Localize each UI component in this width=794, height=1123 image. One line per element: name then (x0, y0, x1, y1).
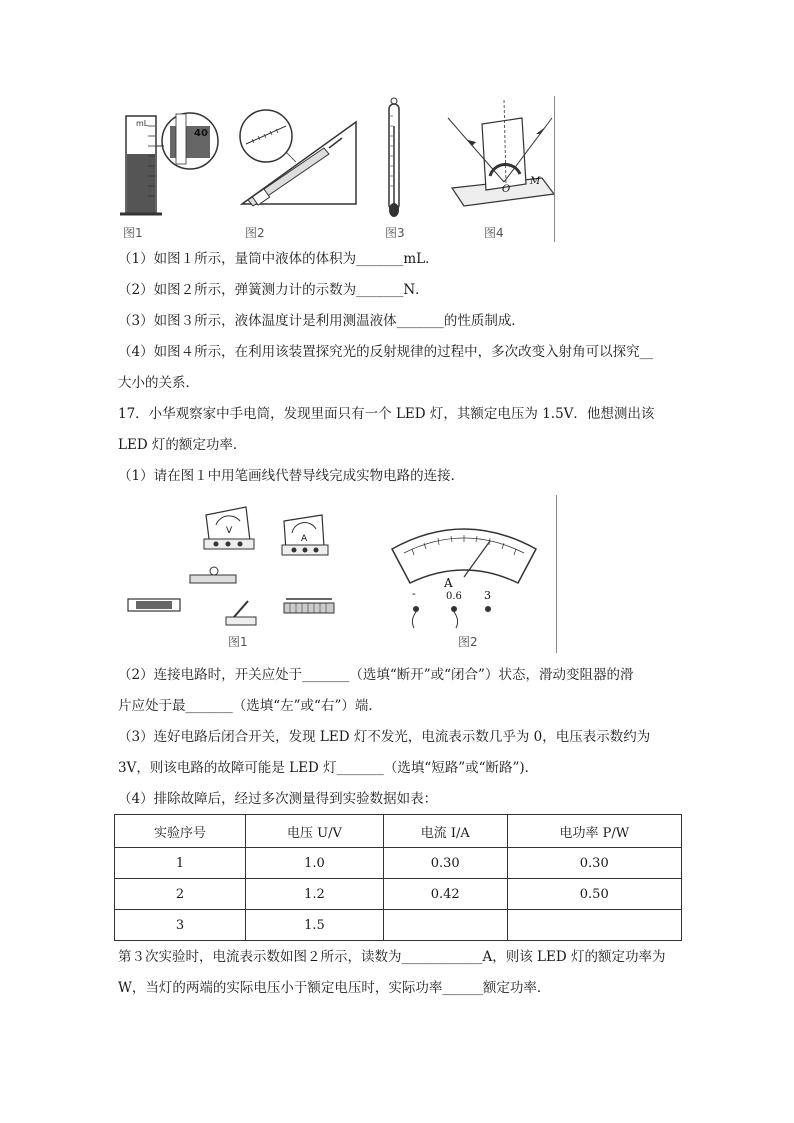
q17-part4: （4）排除故障后，经过多次测量得到实验数据如表： (118, 791, 438, 807)
table-header-cell: 电压 U/V (245, 815, 383, 848)
table-cell (383, 910, 507, 941)
ammeter-dial-figure (384, 517, 544, 632)
terminal-3-label: 3 (484, 589, 491, 602)
q16-item-1: （1）如图１所示，量筒中液体的体积为_______mL． (118, 251, 439, 267)
reflection-label-m: M (530, 176, 541, 187)
table-cell: 0.42 (383, 879, 507, 910)
q17-tail-line1: 第３次实验时，电流表示数如图２所示，读数为____________A，则该 LED 灯的额定功率为 (118, 949, 666, 965)
table-cell: 0.30 (507, 848, 681, 879)
voltmeter-label: V (226, 526, 233, 536)
fig4-caption: 图4 (484, 226, 504, 240)
table-row (115, 848, 682, 879)
divider-line (556, 495, 557, 653)
q17-part1: （1）请在图１中用笔画线代替导线完成实物电路的连接． (118, 468, 465, 484)
table-cell: 2 (115, 879, 246, 910)
fig4-reflection-setup (444, 96, 564, 221)
divider-line (554, 96, 555, 242)
table-header-row (115, 815, 682, 848)
table-cell: 1.5 (245, 910, 383, 941)
table-row (115, 879, 682, 910)
q16-item-2: （2）如图２所示，弹簧测力计的示数为_______N． (118, 282, 429, 298)
q16-item-3: （3）如图３所示，液体温度计是利用测温液体_______的性质制成． (118, 313, 525, 329)
cylinder-unit-label: mL (136, 119, 149, 128)
cylinder-reading-label: 40 (194, 128, 208, 139)
ammeter-label: A (301, 534, 308, 544)
table-cell: 3 (115, 910, 246, 941)
table-cell: 1.0 (245, 848, 383, 879)
fig2-spring-scale (234, 104, 364, 224)
q17-intro-1: 17．小华观察家中手电筒，发现里面只有一个 LED 灯，其额定电压为 1.5V．他想测出该 (118, 406, 655, 422)
reflection-label-o: O (502, 184, 511, 195)
dial-unit-label: A (444, 576, 453, 590)
fig1-caption: 图1 (123, 226, 143, 240)
circuit-fig2-caption: 图2 (458, 635, 478, 649)
fig2-caption: 图2 (245, 226, 265, 240)
fig3-caption: 图3 (385, 226, 405, 240)
terminal-minus-label: - (412, 587, 416, 600)
q17-intro-2: LED 灯的额定功率． (118, 437, 247, 453)
figure-row-circuit (114, 495, 574, 653)
fig1-graduated-cylinder (114, 96, 224, 221)
q17-part2-line1: （2）连接电路时，开关应处于_______（选填“断开”或“闭合”）状态，滑动变阻器的滑 (118, 667, 634, 683)
figure-row-top (114, 96, 574, 242)
table-header-cell: 电功率 P/W (507, 815, 681, 848)
data-table (114, 814, 682, 941)
q17-tail-line2: W，当灯的两端的实际电压小于额定电压时，实际功率______额定功率． (118, 980, 551, 996)
table-cell: 1.2 (245, 879, 383, 910)
terminal-06-label: 0.6 (446, 591, 462, 602)
circuit-fig1-caption: 图1 (228, 635, 248, 649)
table-header-cell: 实验序号 (115, 815, 246, 848)
circuit-components-figure (124, 495, 354, 630)
table-cell (507, 910, 681, 941)
fig3-thermometer (382, 96, 406, 221)
table-cell: 0.50 (507, 879, 681, 910)
q16-item-4-cont: 大小的关系． (118, 375, 199, 391)
q17-part2-line2: 片应处于最_______（选填“左”或“右”）端． (118, 698, 382, 714)
table-header-cell: 电流 I/A (383, 815, 507, 848)
table-row (115, 910, 682, 941)
q17-part3-line1: （3）连好电路后闭合开关，发现 LED 灯不发光，电流表示数几乎为 0，电压表示数约为 (118, 729, 651, 745)
table-cell: 0.30 (383, 848, 507, 879)
q17-part3-line2: 3V，则该电路的故障可能是 LED 灯_______（选填“短路”或“断路”)． (118, 760, 539, 776)
q16-item-4: （4）如图４所示，在利用该装置探究光的反射规律的过程中，多次改变入射角可以探究__ (118, 344, 654, 360)
table-cell: 1 (115, 848, 246, 879)
